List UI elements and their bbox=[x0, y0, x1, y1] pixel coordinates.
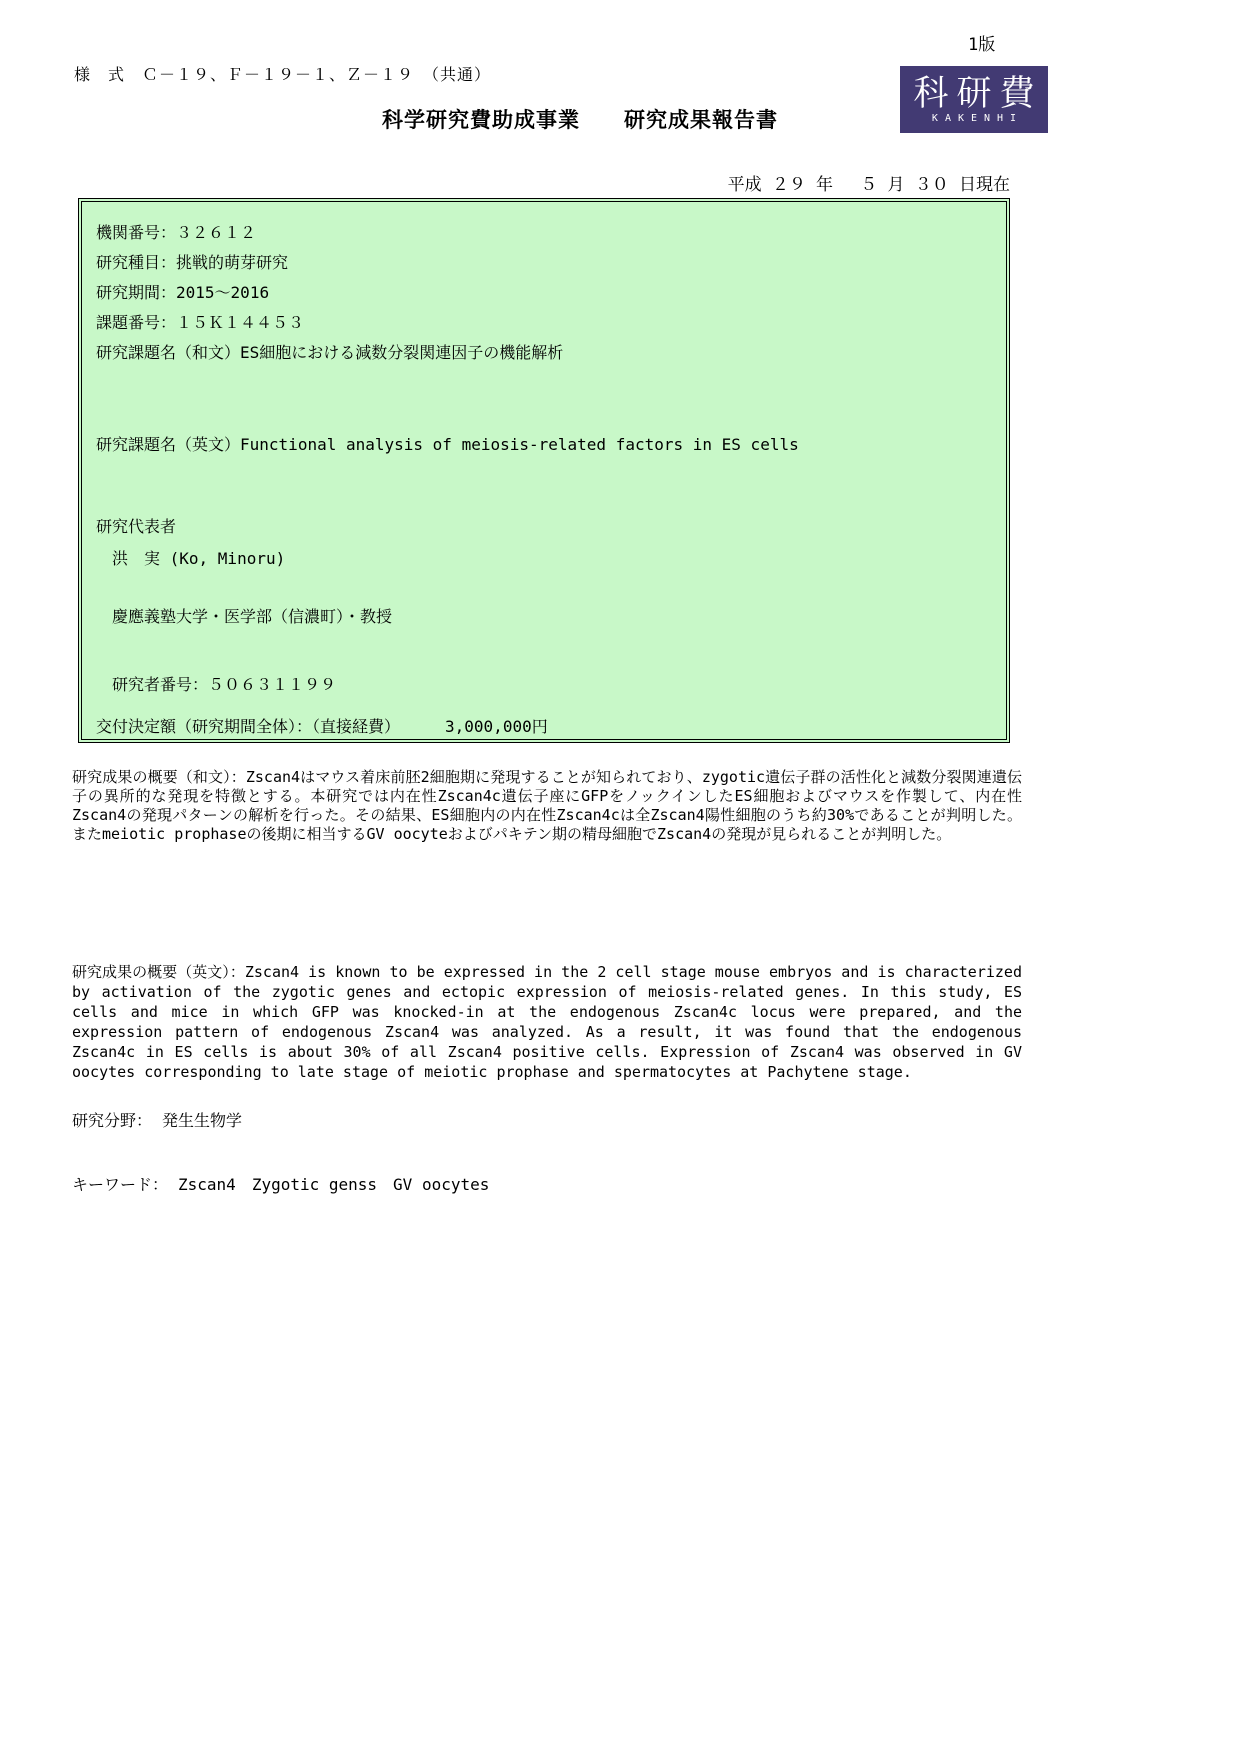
field-label: 交付決定額（研究期間全体）：（直接経費） bbox=[96, 717, 401, 736]
abstract-english-label: 研究成果の概要（英文）： bbox=[72, 963, 245, 981]
field-label: 研究者番号： bbox=[112, 675, 209, 694]
field-label: 機関番号： bbox=[96, 223, 177, 242]
kakenhi-logo-text: 科研費 bbox=[913, 73, 1043, 114]
field-value: 洪 実 (Ko, Minoru) bbox=[112, 549, 286, 568]
edition-label: 1版 bbox=[968, 35, 996, 55]
field-grant-amount bbox=[96, 714, 548, 737]
field-label: 研究課題名（英文） bbox=[96, 435, 241, 454]
field-project-title-ja bbox=[96, 340, 563, 363]
field-value: 3,000,000円 bbox=[445, 717, 548, 736]
field-value: 挑戦的萌芽研究 bbox=[176, 253, 289, 272]
field-value: 2015～2016 bbox=[176, 283, 270, 302]
abstract-japanese-label: 研究成果の概要（和文）： bbox=[72, 768, 246, 786]
field-value: 慶應義塾大学・医学部（信濃町）・教授 bbox=[112, 607, 393, 626]
report-date: 平成 ２９ 年 ５ 月 ３０ 日現在 bbox=[727, 175, 1010, 195]
kakenhi-logo-subtext: KAKENHI bbox=[931, 112, 1024, 124]
field-value: １５Ｋ１４４５３ bbox=[176, 313, 305, 332]
research-field-value: 発生生物学 bbox=[162, 1111, 243, 1130]
field-label: 研究代表者 bbox=[96, 517, 177, 536]
summary-box bbox=[78, 198, 1010, 743]
field-investigator-name bbox=[112, 546, 285, 569]
form-number-line: 様 式 Ｃ－１９、Ｆ－１９－１、Ｚ－１９ （共通） bbox=[74, 65, 492, 84]
field-researcher-number bbox=[112, 672, 336, 695]
field-project-title-en bbox=[96, 432, 799, 455]
keywords-line bbox=[72, 1172, 489, 1195]
field-value: Functional analysis of meiosis-related factors in ES cells bbox=[240, 435, 799, 454]
abstract-english bbox=[72, 962, 1022, 1082]
field-institution-number bbox=[96, 220, 256, 243]
field-affiliation bbox=[112, 604, 392, 627]
field-value: ５０６３１１９９ bbox=[208, 675, 337, 694]
research-field-label: 研究分野： bbox=[72, 1111, 153, 1130]
field-label: 研究課題名（和文） bbox=[96, 343, 241, 362]
field-principal-investigator-heading bbox=[96, 514, 176, 537]
abstract-japanese bbox=[72, 768, 1022, 844]
field-value: ES細胞における減数分裂関連因子の機能解析 bbox=[240, 343, 564, 362]
research-field-line bbox=[72, 1108, 242, 1131]
field-label: 課題番号： bbox=[96, 313, 177, 332]
document-title: 科学研究費助成事業 研究成果報告書 bbox=[382, 108, 778, 132]
kakenhi-logo bbox=[900, 66, 1048, 133]
keywords-value: Zscan4 Zygotic genss GV oocytes bbox=[178, 1175, 490, 1194]
field-research-category bbox=[96, 250, 288, 273]
keywords-label: キーワード： bbox=[72, 1175, 169, 1194]
abstract-japanese-body: Zscan4はマウス着床前胚2細胞期に発現することが知られており、zygotic遺伝子群の活性化と減数分裂関連遺伝子の異所的な発現を特徴とする。本研究では内在性Zscan4c遺伝子座にGFPをノックインしたES細胞およびマウスを作製して、内在性Zscan4の発現パターンの解析を行った。その結果、ES細胞内の内在性Zscan4cは全Zscan4陽性細胞のうち約30%であることが判明した。またmeiotic prophaseの後期に相当するGV oocyteおよびパキテン期の精母細胞でZscan4の発現が見られることが判明した。 bbox=[72, 768, 1022, 843]
field-label: 研究期間： bbox=[96, 283, 177, 302]
field-value: ３２６１２ bbox=[176, 223, 257, 242]
field-label: 研究種目： bbox=[96, 253, 177, 272]
field-project-number bbox=[96, 310, 304, 333]
field-research-period bbox=[96, 280, 269, 303]
abstract-english-body: Zscan4 is known to be expressed in the 2 cell stage mouse embryos and is characterized by activation of the zygotic genes and ectopic expression of meiosis-related genes. In this study, ES cells and mice in which GFP was knocked-in at the endogenous Zscan4c locus were prepared, and the expression pattern of endogenous Zscan4 was analyzed. As a result, it was found that the endogenous Zscan4c in ES cells is about 30% of all Zscan4 positive cells. Expression of Zscan4 was observed in GV oocytes corresponding to late stage of meiotic prophase and spermatocytes at Pachytene stage. bbox=[72, 963, 1022, 1081]
